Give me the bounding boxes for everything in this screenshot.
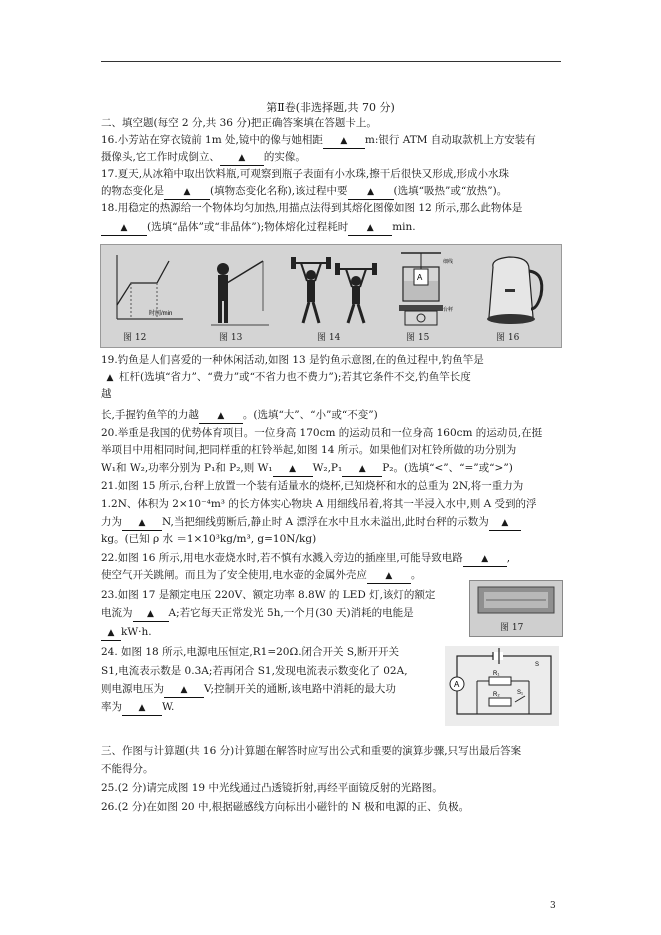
q17-line1: 17.夏天,从冰箱中取出饮料瓶,可观察到瓶子表面有小水珠,擦干后很快又形成,形成小水珠 [101,168,510,180]
svg-text:细线: 细线 [443,259,454,265]
fig18-circuit [445,646,559,726]
section-title: 第Ⅱ卷(非选择题,共 70 分) [266,101,395,114]
fig12-melting-graph [109,249,187,331]
answer-blank[interactable]: ▲ [164,682,204,698]
q21-line2: 1.2N、体积为 2×10⁻⁴m³ 的长方体实心物块 A 用细线吊着,将其一半浸入水中,则 A 受到的浮 [101,498,537,510]
svg-text:S: S [535,662,540,668]
answer-blank[interactable]: ▲ [342,461,382,477]
answer-blank[interactable]: ▲ [348,220,392,236]
q24-line3: 则电源电压为 ▲ V;控制开关的通断,该电路中消耗的最大功 [101,682,396,698]
q17-line2: 的物态变化是 ▲ (填物态变化名称),该过程中要 ▲ (选填“吸热”或“放热”)。 [101,184,507,200]
q22-line2: 使空气开关跳闸。而且为了安全使用,电水壶的金属外壳应 ▲ 。 [101,568,421,584]
q20-line3: W₁和 W₂,功率分别为 P₁和 P₂,则 W₁ ▲ W₂,P₁ ▲ P₂。(选填“<”、“=”或“>”) [101,461,513,477]
header-rule [101,61,561,62]
part3-heading-line1: 三、作图与计算题(共 16 分)计算题在解答时应写出公式和重要的演算步骤,只写出最后答案 [101,745,522,757]
figure-strip [100,244,562,348]
q24-line1: 24. 如图 18 所示,电源电压恒定,R1=20Ω.闭合开关 S,断开开关 [101,646,400,658]
svg-text:时间/min: 时间/min [149,311,173,317]
q20-line2: 举项目中用相同时间,把同样重的杠铃举起,如图 14 所示。如果他们对杠铃所做的功分别为 [101,444,517,456]
part2-heading: 二、填空题(每空 2 分,共 36 分)把正确答案填在答题卡上。 [101,117,377,129]
q16-line1: 16.小芳站在穿衣镜前 1m 处,镜中的像与她相距 ▲ m:银行 ATM 自动取款机上方安装有 [101,133,536,149]
q21-line1: 21.如图 15 所示,台秤上放置一个装有适量水的烧杯,已知烧杯和水的总重为 2N,将一重力为 [101,480,524,492]
answer-blank[interactable]: ▲ [323,133,365,149]
q20-line1: 20.举重是我国的优势体育项目。一位身高 170cm 的运动员和一位身高 160cm 的运动员,在挺 [101,427,543,439]
q19-line1: 19.钓鱼是人们喜爱的一种休闲活动,如图 13 是钓鱼示意图,在的鱼过程中,钓鱼竿是 [101,354,484,366]
q16-line2: 摄像头,它工作时成倒立、 ▲ 的实像。 [101,150,306,166]
answer-blank[interactable]: ▲ [367,568,411,584]
answer-blank[interactable]: ▲ [273,461,313,477]
answer-blank[interactable]: ▲ [101,625,121,641]
fig13-fishing [201,249,273,331]
answer-blank[interactable]: ▲ [133,606,169,622]
svg-text:台秤: 台秤 [443,307,454,313]
q19-line2: ▲ 杠杆(选填“省力”、“费力”或“不省力也不费力”);若其它条件不交,钓鱼竿长度 [101,370,471,385]
q26: 26.(2 分)在如图 20 中,根据磁感线方向标出小磁针的 N 极和电源的正、负极。 [101,801,470,813]
svg-text:R₁: R₁ [493,671,500,677]
fig16-caption: 图 16 [496,333,520,343]
answer-blank[interactable]: ▲ [106,373,114,383]
answer-blank[interactable]: ▲ [122,515,162,531]
svg-text:S₁: S₁ [517,690,524,696]
answer-blank[interactable]: ▲ [164,184,210,200]
answer-blank[interactable]: ▲ [348,184,394,200]
fig12-caption: 图 12 [123,333,147,343]
part3-heading-line2: 不能得分。 [101,763,154,775]
q23-line2: 电流为 ▲ A;若它每天正常发光 5h,一个月(30 天)消耗的电能是 [101,606,414,622]
q24-line4: 率为 ▲ W. [101,700,174,716]
q21-line4: kg。(已知 ρ 水 ＝1×10³kg/m³, g=10N/kg) [101,533,317,545]
answer-blank[interactable]: ▲ [199,408,243,424]
fig16-kettle [479,249,553,331]
q24-line2: S1,电流表示数是 0.3A;若再闭合 S1,发现电流表示数变化了 02A, [101,665,408,677]
answer-blank[interactable]: ▲ [463,551,507,567]
fig14-caption: 图 14 [317,333,341,343]
q18-line2: ▲ (选填“晶体”或“非晶体”);物体熔化过程耗时 ▲ min. [101,220,416,236]
q23-line1: 23.如图 17 是额定电压 220V、额定功率 8.8W 的 LED 灯,该灯的额定 [101,589,436,601]
q19-line3: 越 [101,388,112,400]
q23-line3: ▲ kW·h. [101,625,152,641]
q18-line1: 18.用稳定的热源给一个物体均匀加热,用描点法得到其熔化图像如图 12 所示,那么此物体是 [101,202,523,214]
fig17-led-lamp [469,580,563,637]
svg-text:R₂: R₂ [493,692,500,698]
svg-text:A: A [417,273,423,282]
fig13-caption: 图 13 [219,333,243,343]
svg-text:A: A [454,680,460,689]
answer-blank[interactable]: ▲ [122,700,162,716]
q21-line3: 力为 ▲ N,当把细线剪断后,静止时 A 漂浮在水中且水未溢出,此时台秤的示数为 ▲ [101,515,521,531]
answer-blank[interactable]: ▲ [489,515,521,531]
q19-line4: 长,手握钓鱼竿的力越 ▲ 。(选填“大”、“小”或“不变”) [101,408,378,424]
fig14-weightlifters [289,249,379,331]
q25: 25.(2 分)请完成图 19 中光线通过凸透镜折射,再经平面镜反射的光路图。 [101,782,443,794]
q22-line1: 22.如图 16 所示,用电水壶烧水时,若不慎有水溅入旁边的插座里,可能导致电路 ▲ , [101,551,510,567]
answer-blank[interactable]: ▲ [220,150,264,166]
answer-blank[interactable]: ▲ [101,220,147,236]
fig15-caption: 图 15 [406,333,430,343]
fig15-scale-beaker [391,249,465,331]
fig17-caption: 图 17 [500,623,524,633]
page-number: 3 [550,901,556,911]
